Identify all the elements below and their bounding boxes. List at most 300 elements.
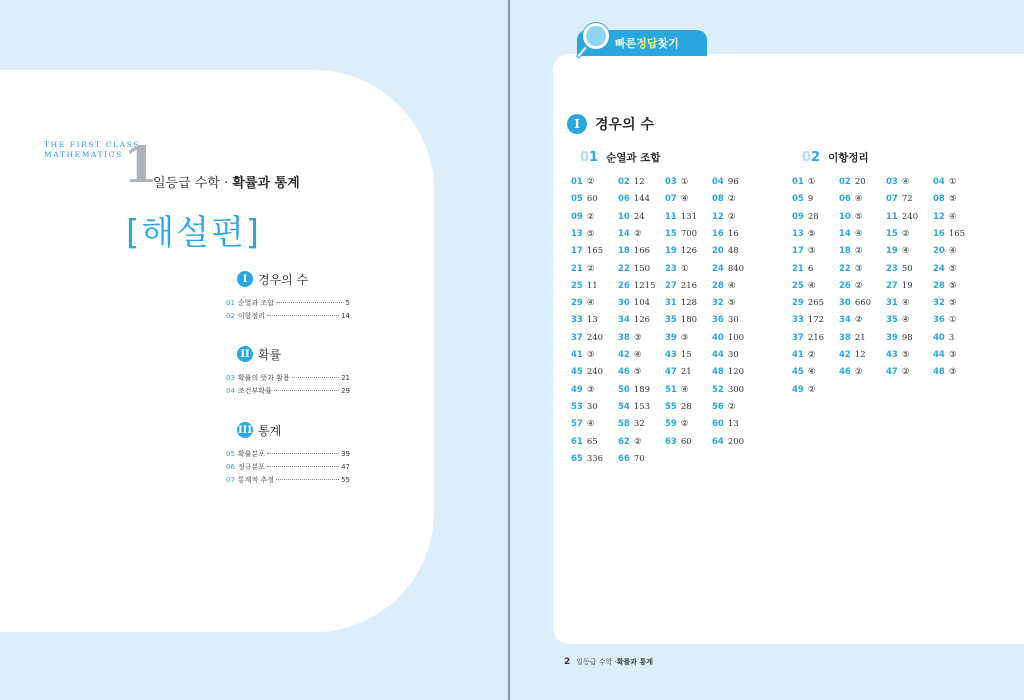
answer-item <box>792 212 819 222</box>
answer-item <box>571 264 594 274</box>
answer-item <box>665 419 688 429</box>
answer-item <box>571 315 598 325</box>
answer-value: ④ <box>901 315 910 326</box>
answer-value: ④ <box>901 246 910 257</box>
toc-leader-dots <box>267 453 339 454</box>
answer-item <box>665 298 697 308</box>
answer-value: 300 <box>727 384 745 395</box>
answer-item <box>712 419 739 429</box>
answer-value: ④ <box>854 228 863 239</box>
answer-item <box>712 402 735 412</box>
answer-number: 52 <box>712 384 724 395</box>
answer-number: 14 <box>839 228 851 239</box>
toc-entry[interactable] <box>226 373 350 386</box>
answer-value: 150 <box>633 263 651 274</box>
answer-item <box>712 350 739 360</box>
answer-value: 189 <box>633 384 651 395</box>
toc-entry[interactable] <box>226 462 350 475</box>
answer-item <box>712 367 744 377</box>
answer-value: ② <box>586 211 595 222</box>
answer-item <box>839 281 862 291</box>
answer-item <box>933 194 956 204</box>
answer-value: 30 <box>727 315 739 326</box>
answer-number: 47 <box>886 367 898 378</box>
answer-item <box>665 437 692 447</box>
answer-value: 265 <box>807 298 825 309</box>
answer-number: 20 <box>712 246 724 257</box>
answer-item <box>618 454 645 464</box>
answer-item <box>712 385 744 395</box>
answer-number: 46 <box>618 367 630 378</box>
answer-value: 165 <box>586 246 604 257</box>
answer-number: 40 <box>712 332 724 343</box>
answer-item <box>886 177 909 187</box>
answer-number: 36 <box>712 315 724 326</box>
answer-item <box>571 281 598 291</box>
answer-item <box>665 194 688 204</box>
answer-value: 172 <box>807 315 825 326</box>
answer-item <box>571 419 594 429</box>
answer-value: 240 <box>901 211 919 222</box>
answer-item <box>886 281 913 291</box>
toc-entry-page: 55 <box>341 476 350 484</box>
answer-value: 180 <box>680 315 698 326</box>
answer-item <box>571 367 603 377</box>
answer-value: ② <box>807 384 816 395</box>
answer-number: 34 <box>618 315 630 326</box>
answer-item <box>571 333 603 343</box>
answer-value: ③ <box>586 384 595 395</box>
answer-item <box>933 281 956 291</box>
answer-number: 15 <box>665 228 677 239</box>
answer-number: 31 <box>886 298 898 309</box>
answer-number: 55 <box>665 401 677 412</box>
answer-item <box>839 350 866 360</box>
answer-value: ② <box>901 228 910 239</box>
answer-number: 15 <box>886 228 898 239</box>
answer-item <box>933 350 956 360</box>
answer-item <box>792 333 824 343</box>
answer-value: 216 <box>807 332 825 343</box>
brand-logo <box>44 135 158 194</box>
answer-value: 19 <box>901 280 913 291</box>
brand-number: 1 <box>123 135 158 194</box>
toc-leader-dots <box>274 390 339 391</box>
answer-number: 51 <box>665 384 677 395</box>
answer-number: 33 <box>571 315 583 326</box>
answer-number: 29 <box>792 298 804 309</box>
answer-item <box>792 246 815 256</box>
answer-item <box>839 264 862 274</box>
toc-leader-dots <box>276 479 339 480</box>
answer-value: 216 <box>680 280 698 291</box>
answer-value: 144 <box>633 194 651 205</box>
answer-value: ④ <box>727 280 736 291</box>
answer-number: 07 <box>665 194 677 205</box>
toc-entry-label: 확률분포 <box>237 450 265 458</box>
answer-number: 42 <box>839 350 851 360</box>
answer-value: 20 <box>854 177 866 187</box>
toc-entry-page: 29 <box>341 387 350 395</box>
toc-section <box>226 421 350 488</box>
answer-number: 13 <box>792 228 804 239</box>
answer-number: 27 <box>665 280 677 291</box>
answer-number: 29 <box>571 298 583 309</box>
answer-number: 19 <box>665 246 677 257</box>
section-heading <box>567 114 654 134</box>
answer-value: ⑤ <box>948 263 957 274</box>
answer-number: 22 <box>618 263 630 274</box>
answer-number: 26 <box>618 280 630 291</box>
answer-item <box>933 177 956 187</box>
answer-item <box>792 367 815 377</box>
toc-entry-page: 14 <box>341 312 350 320</box>
toc-leader-dots <box>267 466 339 467</box>
page-footer <box>564 657 653 667</box>
answer-value: 28 <box>680 401 692 412</box>
answer-item <box>571 298 594 308</box>
answer-item <box>886 350 909 360</box>
toc-entry[interactable] <box>226 311 350 324</box>
toc-leader-dots <box>267 315 339 316</box>
answer-value: ④ <box>854 194 863 205</box>
answer-value: 21 <box>680 367 692 378</box>
answer-item <box>933 264 956 274</box>
answer-value: 65 <box>586 436 598 447</box>
toc-entry-label: 정규분포 <box>237 463 265 471</box>
answer-item <box>665 229 697 239</box>
answer-number: 13 <box>571 228 583 239</box>
page-number: 2 <box>564 657 571 667</box>
toc-entry-number: 01 <box>226 299 235 307</box>
answer-value: 13 <box>727 419 739 430</box>
answer-value: 166 <box>633 246 651 257</box>
answer-item <box>571 350 594 360</box>
answer-value: ④ <box>807 280 816 291</box>
answer-number: 47 <box>665 367 677 378</box>
answer-value: ⑤ <box>948 298 957 309</box>
answer-number: 01 <box>571 177 583 187</box>
answer-item <box>886 367 909 377</box>
answer-item <box>665 177 688 187</box>
answer-item <box>618 315 650 325</box>
answer-number: 09 <box>571 211 583 222</box>
answer-number: 60 <box>712 419 724 430</box>
toc-entry[interactable] <box>226 298 350 311</box>
answer-value: 700 <box>680 228 698 239</box>
answer-item <box>665 333 688 343</box>
answer-number: 39 <box>886 332 898 343</box>
answer-value: ④ <box>586 419 595 430</box>
answer-number: 17 <box>571 246 583 257</box>
answer-item <box>618 298 650 308</box>
answer-number: 34 <box>839 315 851 326</box>
answer-number: 14 <box>618 228 630 239</box>
answer-number: 11 <box>665 211 677 222</box>
toc-entry-number: 06 <box>226 463 235 471</box>
answer-item <box>839 194 862 204</box>
toc-section-heading <box>237 270 350 288</box>
answer-number: 21 <box>571 263 583 274</box>
toc-section-title: 확률 <box>258 347 282 362</box>
answer-number: 57 <box>571 419 583 430</box>
answer-item <box>933 229 965 239</box>
answer-value: 165 <box>948 228 966 239</box>
answer-item <box>665 385 688 395</box>
answer-value: ③ <box>854 263 863 274</box>
answer-number: 37 <box>792 332 804 343</box>
answer-number: 21 <box>792 263 804 274</box>
answer-item <box>839 298 871 308</box>
answer-item <box>712 298 735 308</box>
answer-value: ⑤ <box>586 228 595 239</box>
answers-panel <box>553 54 1024 644</box>
answer-value: 15 <box>680 350 692 360</box>
section-title: 경우의 수 <box>595 117 654 133</box>
answer-value: 240 <box>586 332 604 343</box>
answer-value: ② <box>901 367 910 378</box>
answer-value: ② <box>854 280 863 291</box>
toc-entry-label: 통계적 추정 <box>237 476 274 484</box>
answer-number: 28 <box>933 280 945 291</box>
toc-entry-number: 04 <box>226 387 235 395</box>
answer-number: 31 <box>665 298 677 309</box>
answer-value: ④ <box>948 211 957 222</box>
answer-item <box>665 246 697 256</box>
answer-number: 19 <box>886 246 898 257</box>
toc-section-title: 경우의 수 <box>258 272 309 287</box>
answer-item <box>618 281 655 291</box>
answer-value: ① <box>680 177 689 187</box>
answer-value: ⑤ <box>948 280 957 291</box>
answer-number: 49 <box>792 384 804 395</box>
toc-entry-number: 03 <box>226 374 235 382</box>
answer-item <box>712 315 739 325</box>
answer-number: 66 <box>618 453 630 464</box>
answer-number: 36 <box>933 315 945 326</box>
answer-number: 03 <box>886 177 898 187</box>
answer-item <box>665 212 697 222</box>
toc-roman-badge: II <box>237 346 253 362</box>
answer-number: 23 <box>886 263 898 274</box>
answer-number: 54 <box>618 401 630 412</box>
answer-value: ④ <box>901 298 910 309</box>
answer-number: 38 <box>839 332 851 343</box>
answer-value: ⑤ <box>727 298 736 309</box>
answer-number: 45 <box>792 367 804 378</box>
answer-number: 56 <box>712 401 724 412</box>
answer-item <box>886 315 909 325</box>
book-title-separator: · <box>219 176 233 191</box>
answer-item <box>792 229 815 239</box>
answer-item <box>571 194 598 204</box>
answer-number: 43 <box>665 350 677 360</box>
toc-entry[interactable] <box>226 449 350 462</box>
answer-value: ② <box>680 419 689 430</box>
answer-value: ② <box>586 263 595 274</box>
answer-number: 10 <box>618 211 630 222</box>
answer-item <box>886 229 909 239</box>
answer-item <box>933 333 954 343</box>
toc-entry-label: 확률의 뜻과 활용 <box>237 374 290 382</box>
answer-number: 30 <box>839 298 851 309</box>
answer-item <box>618 385 650 395</box>
answer-item <box>618 229 641 239</box>
toc-leader-dots <box>276 302 344 303</box>
answer-value: 60 <box>680 436 692 447</box>
answer-number: 24 <box>933 263 945 274</box>
answer-item <box>712 229 739 239</box>
answer-number: 01 <box>792 177 804 187</box>
answer-value: ② <box>854 315 863 326</box>
answer-number: 08 <box>933 194 945 205</box>
toc-entry-number: 02 <box>226 312 235 320</box>
answer-item <box>792 194 813 204</box>
toc-entry-label: 이항정리 <box>237 312 265 320</box>
answer-value: 200 <box>727 436 745 447</box>
answer-item <box>618 402 650 412</box>
answer-number: 45 <box>571 367 583 378</box>
answer-number: 22 <box>839 263 851 274</box>
answer-value: 153 <box>633 401 651 412</box>
answer-item <box>839 333 866 343</box>
answer-number: 12 <box>933 211 945 222</box>
answer-number: 41 <box>571 350 583 360</box>
answer-number: 06 <box>839 194 851 205</box>
answer-number: 11 <box>886 211 898 222</box>
answer-item <box>618 177 645 187</box>
answer-item <box>886 264 913 274</box>
answer-number: 53 <box>571 401 583 412</box>
answer-value: ⑤ <box>854 211 863 222</box>
answer-number: 07 <box>886 194 898 205</box>
toc-roman-badge: III <box>237 422 253 438</box>
toc-entry[interactable] <box>226 386 350 399</box>
answer-value: ② <box>854 246 863 257</box>
answer-value: ② <box>633 228 642 239</box>
answer-item <box>618 437 641 447</box>
answer-number: 09 <box>792 211 804 222</box>
answer-item <box>712 437 744 447</box>
toc-section-heading <box>237 345 350 363</box>
answer-value: ⑤ <box>948 194 957 205</box>
answer-item <box>665 281 697 291</box>
answer-value: ② <box>586 177 595 187</box>
toc-entry-page: 47 <box>341 463 350 471</box>
toc-entry-page: 21 <box>341 374 350 382</box>
answer-item <box>571 385 594 395</box>
answer-number: 48 <box>712 367 724 378</box>
answer-value: ④ <box>807 367 816 378</box>
answer-number: 32 <box>712 298 724 309</box>
answer-item <box>712 281 735 291</box>
answer-item <box>618 350 641 360</box>
answer-value: ① <box>807 177 816 187</box>
answer-item <box>839 212 862 222</box>
toc-section <box>226 345 350 399</box>
answer-value: 840 <box>727 263 745 274</box>
answer-value: ② <box>727 194 736 205</box>
answer-item <box>618 419 645 429</box>
answer-number: 08 <box>712 194 724 205</box>
answer-value: 6 <box>807 263 814 274</box>
answer-value: ② <box>727 401 736 412</box>
chapter-01-title: 순열과 조합 <box>606 152 661 164</box>
answer-item <box>665 315 697 325</box>
answer-value: 3 <box>948 332 955 343</box>
answer-number: 02 <box>839 177 851 187</box>
magnifier-icon <box>583 23 609 49</box>
answer-value: ③ <box>633 332 642 343</box>
answer-item <box>933 298 956 308</box>
toc-entry-page: 39 <box>341 450 350 458</box>
answer-number: 39 <box>665 332 677 343</box>
answer-value: 98 <box>901 332 913 343</box>
answer-value: 48 <box>727 246 739 257</box>
answer-item <box>839 246 862 256</box>
answer-number: 04 <box>933 177 945 187</box>
answer-item <box>886 333 913 343</box>
answer-number: 42 <box>618 350 630 360</box>
answer-item <box>839 367 862 377</box>
answer-value: 12 <box>633 177 645 187</box>
answer-number: 25 <box>571 280 583 291</box>
answer-number: 38 <box>618 332 630 343</box>
answer-number: 40 <box>933 332 945 343</box>
answer-item <box>618 367 641 377</box>
answer-item <box>792 385 815 395</box>
tab-label-highlight: 정답 <box>636 37 658 50</box>
answer-number: 12 <box>712 211 724 222</box>
answer-number: 59 <box>665 419 677 430</box>
book-title-bold: 확률과 통계 <box>232 176 300 191</box>
answer-value: 240 <box>586 367 604 378</box>
answer-item <box>886 194 913 204</box>
answer-item <box>792 350 815 360</box>
answer-number: 46 <box>839 367 851 378</box>
answer-value: 13 <box>586 315 598 326</box>
tab-label-part-3: 찾기 <box>657 37 679 50</box>
answer-value: 120 <box>727 367 745 378</box>
answer-number: 30 <box>618 298 630 309</box>
toc-section-heading <box>237 421 350 439</box>
answer-item <box>571 177 594 187</box>
answer-number: 05 <box>792 194 804 205</box>
footer-book-plain: 일등급 수학 · <box>576 658 617 666</box>
answer-number: 41 <box>792 350 804 360</box>
answer-item <box>571 454 603 464</box>
answer-number: 44 <box>712 350 724 360</box>
answer-item <box>886 212 918 222</box>
answer-item <box>933 315 956 325</box>
answer-item <box>839 315 862 325</box>
brand-line-1: THE FIRST CLASS <box>44 140 141 149</box>
answer-number: 49 <box>571 384 583 395</box>
toc-entry-label: 조건부확률 <box>237 387 272 395</box>
answer-item <box>886 246 909 256</box>
answer-item <box>886 298 909 308</box>
answer-value: 660 <box>854 298 872 309</box>
answer-item <box>665 350 692 360</box>
answer-value: 126 <box>680 246 698 257</box>
answer-item <box>618 212 645 222</box>
answer-item <box>839 177 866 187</box>
toc-entry[interactable] <box>226 475 350 488</box>
answer-item <box>571 402 598 412</box>
answer-number: 27 <box>886 280 898 291</box>
answer-value: ⑤ <box>807 228 816 239</box>
answer-value: 336 <box>586 453 604 464</box>
